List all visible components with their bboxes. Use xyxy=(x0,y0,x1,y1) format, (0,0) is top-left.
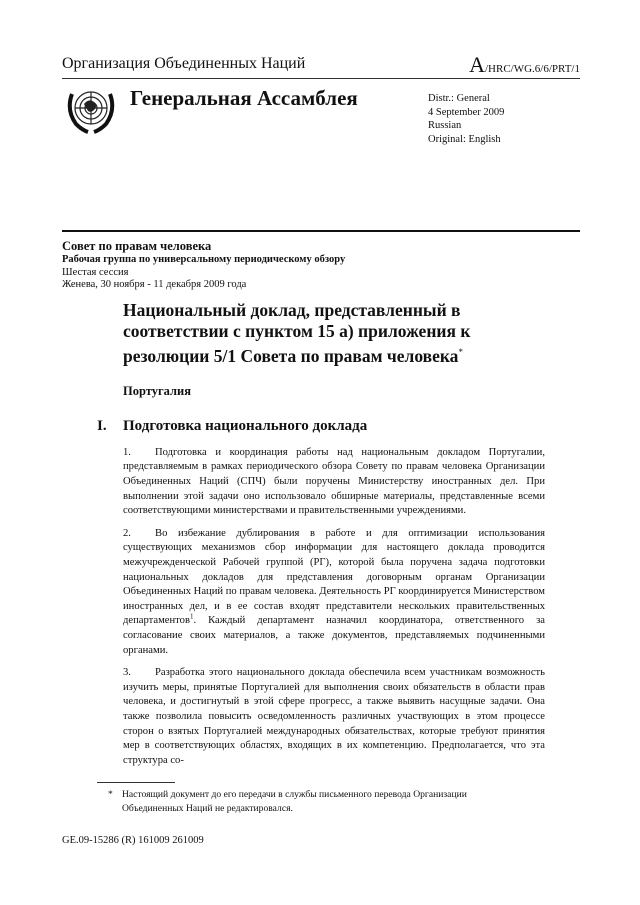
paragraph-number: 2. xyxy=(123,527,131,539)
paragraph xyxy=(123,666,545,768)
session: Шестая сессия xyxy=(62,266,129,278)
paragraph-number: 1. xyxy=(123,446,131,458)
original-language-line: Original: English xyxy=(428,133,501,145)
report-title-text: Национальный доклад, представленный в соответствии с пунктом 15 а) приложения к резолюции 5/1 Совета по правам человека xyxy=(123,300,471,366)
symbol-rest: /HRC/WG.6/6/PRT/1 xyxy=(485,63,580,75)
paragraph-number: 3. xyxy=(123,667,131,679)
paragraph-text: Подготовка и координация работы над национальным докладом Португалии, представляемым в рамках периодического обзора Совету по правам человека Организации Объединенных Наций (СПЧ) были поручены Министерству иностранных дел. При выполнении этой задачи оно использовало обширные материалы, представленные всеми соответствующими министерствами и правительственными учреждениями. xyxy=(123,446,545,517)
footnote-mark: * xyxy=(108,789,113,801)
section-heading xyxy=(97,417,567,436)
general-assembly-title: Генеральная Ассамблея xyxy=(130,86,358,110)
paragraph xyxy=(123,527,545,658)
footnote-text: Настоящий документ до его передачи в службы письменного перевода Организации Объединенных Наций не редактировался. xyxy=(122,789,467,815)
place-date: Женева, 30 ноября - 11 декабря 2009 года xyxy=(62,279,247,290)
document-job-number: GE.09-15286 (R) 161009 261009 xyxy=(62,835,204,847)
footnote xyxy=(108,788,528,816)
section-number: I. xyxy=(97,417,107,434)
distribution-line: Distr.: General xyxy=(428,93,490,104)
country-name: Португалия xyxy=(123,383,191,398)
title-footnote-mark: * xyxy=(458,347,463,357)
footnote-rule xyxy=(97,782,175,783)
council-name: Совет по правам человека xyxy=(62,239,212,253)
language-line: Russian xyxy=(428,120,462,131)
paragraph-text: Во избежание дублирования в работе и для оптимизации использования существующих механизмов сбор информации для настоящего доклада проводится межучрежденческой Рабочей группой (РГ), которой была поручена задача подготовки национальных докладов для представления договорным органам Организации Объединенных Наций по правам человека. Деятельность РГ координируется Министерством иностранных дел, и в ее состав входят представители нескольких правительственных департаментов xyxy=(123,527,545,627)
section-title: Подготовка национального доклада xyxy=(123,417,368,434)
organization-name: Организация Объединенных Наций xyxy=(62,55,306,72)
paragraph-text: Разработка этого национального доклада обеспечила всем участникам возможность изучить меры, принятые Португалией для выполнения своих обязательств в области прав человека, и достигнутый в этой сфере прогресс, а также выявить насущные задачи. Она также позволила повысить осведомленность различных участвующих в этом процессе сторон о взятых Португалией международных обязательствах, которые требуют принятия мер в соответствующих областях, входящих в их компетенцию. Предполагается, что эта структура со- xyxy=(123,667,545,766)
working-group: Рабочая группа по универсальному периодическому обзору xyxy=(62,254,346,265)
date-line: 4 September 2009 xyxy=(428,106,505,118)
paragraph xyxy=(123,446,545,519)
symbol-prefix: A xyxy=(469,52,485,77)
report-title xyxy=(123,300,473,367)
paragraph-text-continued: . Каждый департамент назначил координатора, ответственного за согласование своих материалов, а также документов, представляемых подчиненными органами. xyxy=(123,615,545,656)
footnote-ref[interactable]: 1 xyxy=(189,612,194,621)
